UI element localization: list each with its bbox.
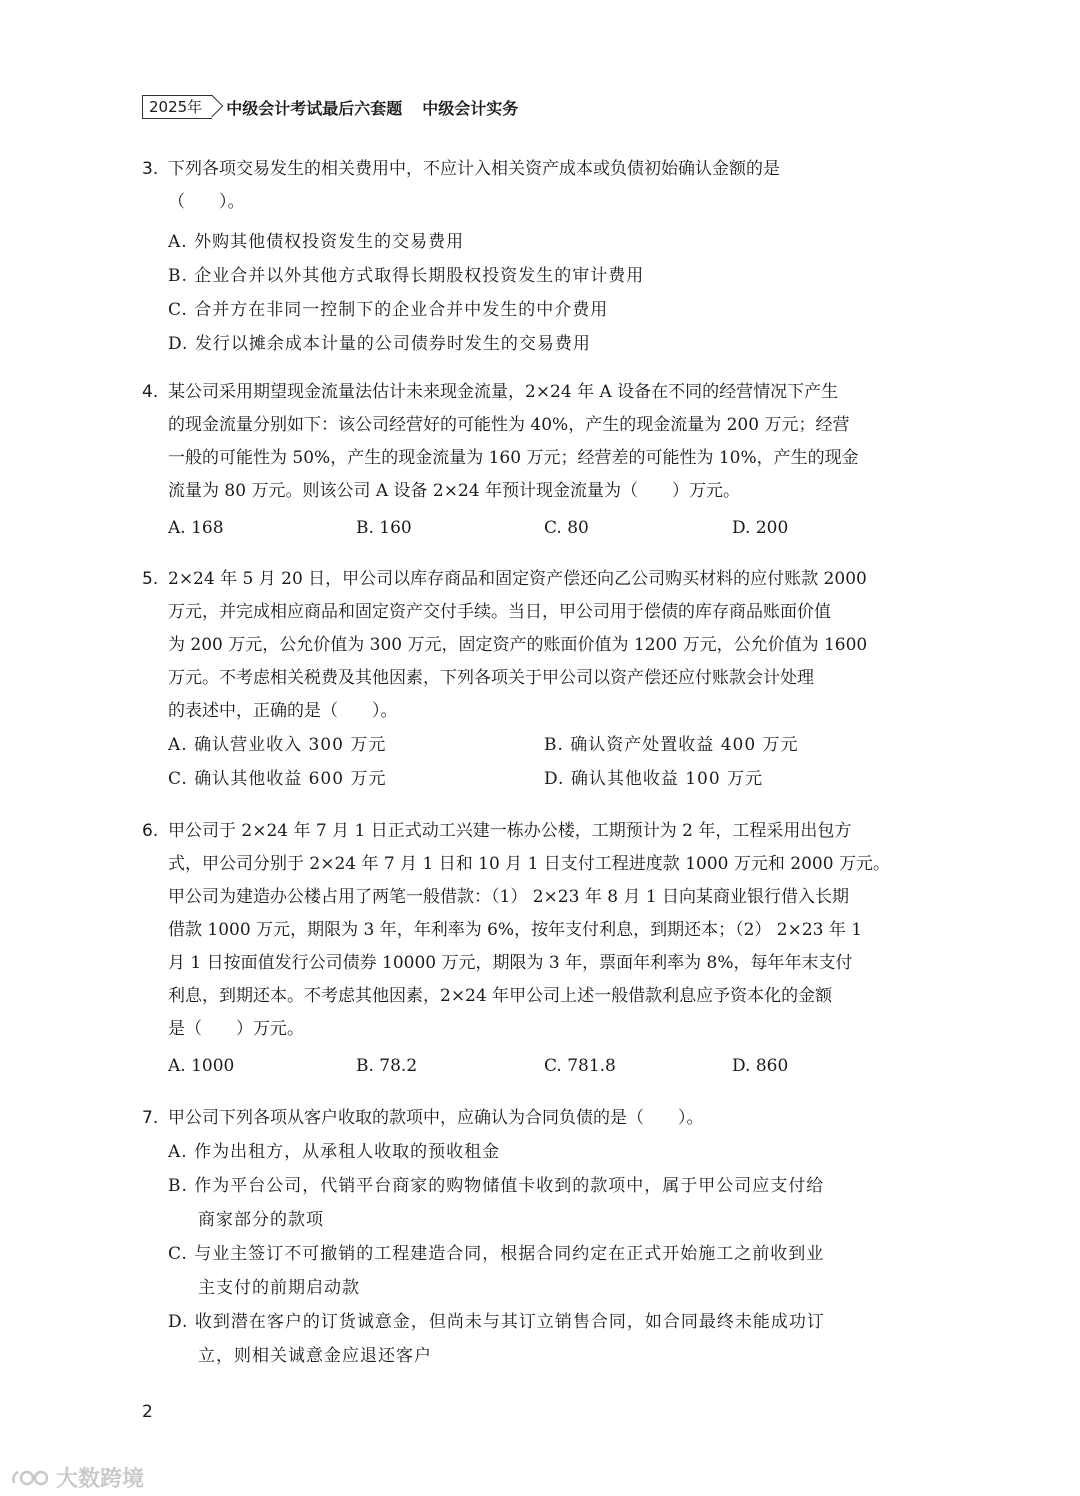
question-text: 甲公司下列各项从客户收取的款项中，应确认为合同负债的是（ ）。: [168, 1108, 704, 1128]
question-7: [142, 1102, 942, 1373]
question-6: [142, 815, 942, 1086]
question-text: 甲公司于 2×24 年 7 月 1 日正式动工兴建一栋办公楼，工期预计为 2 年，工程采用出包方: [168, 821, 852, 841]
question-text: 流量为 80 万元。则该公司 A 设备 2×24 年预计现金流量为（ ）万元。: [168, 481, 741, 501]
option-a: A. 168: [168, 518, 224, 538]
book-title: 中级会计考试最后六套题: [226, 98, 403, 118]
year-label: 2025年: [142, 95, 212, 119]
option-a: A. 外购其他债权投资发生的交易费用: [168, 232, 465, 252]
watermark: [10, 1462, 144, 1493]
option-c-continued: 主支付的前期启动款: [198, 1278, 360, 1298]
question-number: 3.: [142, 159, 159, 179]
question-text: 万元，并完成相应商品和固定资产交付手续。当日，甲公司用于偿债的库存商品账面价值: [168, 602, 831, 622]
options-row: [142, 762, 942, 796]
option-b: B. 确认资产处置收益 400 万元: [544, 735, 799, 755]
option-c: C. 合并方在非同一控制下的企业合并中发生的中介费用: [168, 300, 609, 320]
question-text: 一般的可能性为 50%，产生的现金流量为 160 万元；经营差的可能性为 10%，产生的现金: [168, 448, 859, 468]
option-c: C. 80: [544, 518, 589, 538]
option-b: B. 160: [356, 518, 412, 538]
question-text: 为 200 万元，公允价值为 300 万元，固定资产的账面价值为 1200 万元，公允价值为 1600: [168, 635, 868, 655]
question-text: 的表述中，正确的是（ ）。: [168, 701, 398, 721]
option-a: A. 1000: [168, 1056, 235, 1076]
option-b: B. 78.2: [356, 1056, 418, 1076]
subject-title: 中级会计实务: [422, 98, 519, 118]
option-a: A. 作为出租方，从承租人收取的预收租金: [168, 1142, 501, 1162]
question-text: 甲公司为建造办公楼占用了两笔一般借款：（1） 2×23 年 8 月 1 日向某商业银行借入长期: [168, 887, 850, 907]
option-c: C. 确认其他收益 600 万元: [168, 769, 387, 789]
option-b: B. 企业合并以外其他方式取得长期股权投资发生的审计费用: [168, 266, 645, 286]
question-text: 下列各项交易发生的相关费用中，不应计入相关资产成本或负债初始确认金额的是: [168, 159, 780, 179]
options-row: [142, 728, 942, 762]
question-text: 借款 1000 万元，期限为 3 年，年利率为 6%，按年支付利息，到期还本；（2） 2×23 年 1: [168, 920, 863, 940]
question-3: [142, 153, 942, 361]
option-c: C. 与业主签订不可撤销的工程建造合同，根据合同约定在正式开始施工之前收到业: [168, 1244, 825, 1264]
question-number: 7.: [142, 1108, 159, 1128]
question-number: 6.: [142, 821, 159, 841]
question-text: 利息，到期还本。不考虑其他因素，2×24 年甲公司上述一般借款利息应予资本化的金额: [168, 986, 833, 1006]
running-header: [142, 94, 518, 120]
question-4: [142, 376, 942, 548]
option-d: D. 发行以摊余成本计量的公司债券时发生的交易费用: [168, 334, 591, 354]
question-text: 式，甲公司分别于 2×24 年 7 月 1 日和 10 月 1 日支付工程进度款 1000 万元和 2000 万元。: [168, 854, 890, 874]
question-text: 是（ ）万元。: [168, 1019, 304, 1039]
option-d: D. 确认其他收益 100 万元: [544, 769, 764, 789]
option-c: C. 781.8: [544, 1056, 616, 1076]
option-b-continued: 商家部分的款项: [198, 1210, 324, 1230]
question-text: 2×24 年 5 月 20 日，甲公司以库存商品和固定资产偿还向乙公司购买材料的应付账款 2000: [168, 569, 867, 589]
page-number: 2: [142, 1402, 153, 1422]
option-d: D. 收到潜在客户的订货诚意金，但尚未与其订立销售合同，如合同最终未能成功订: [168, 1312, 825, 1332]
question-number: 4.: [142, 382, 159, 402]
question-text: 的现金流量分别如下：该公司经营好的可能性为 40%，产生的现金流量为 200 万元；经营: [168, 415, 850, 435]
option-d-continued: 立，则相关诚意金应退还客户: [198, 1346, 432, 1366]
question-text: 万元。不考虑相关税费及其他因素，下列各项关于甲公司以资产偿还应付账款会计处理: [168, 668, 814, 688]
options-row: [142, 1046, 942, 1086]
question-text: （ ）。: [168, 192, 245, 212]
watermark-logo-icon: [10, 1467, 50, 1489]
question-5: [142, 563, 942, 796]
question-text: 某公司采用期望现金流量法估计未来现金流量，2×24 年 A 设备在不同的经营情况下产生: [168, 382, 839, 402]
option-b: B. 作为平台公司，代销平台商家的购物储值卡收到的款项中，属于甲公司应支付给: [168, 1176, 825, 1196]
question-text: 月 1 日按面值发行公司债券 10000 万元，期限为 3 年，票面年利率为 8%，每年年末支付: [168, 953, 853, 973]
options-row: [142, 508, 942, 548]
option-d: D. 200: [732, 518, 789, 538]
option-a: A. 确认营业收入 300 万元: [168, 735, 387, 755]
option-d: D. 860: [732, 1056, 789, 1076]
watermark-text: 大数跨境: [56, 1467, 145, 1492]
question-number: 5.: [142, 569, 159, 589]
